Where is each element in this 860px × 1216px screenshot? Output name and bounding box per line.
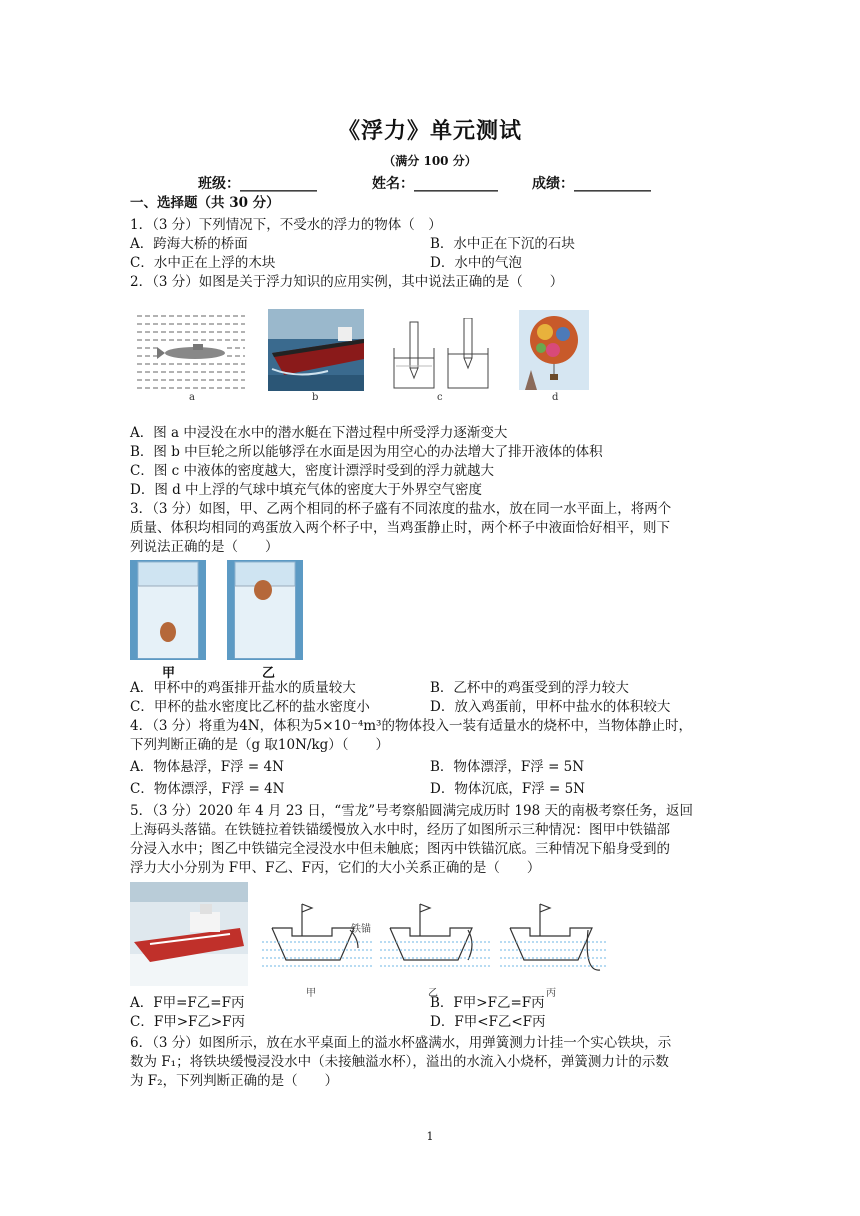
q6-stem-line1: 6．（3 分）如图所示，放在水平桌面上的溢水杯盛满水，用弹簧测力计挂一个实心铁块，示: [130, 1035, 672, 1051]
class-field: 班级：___________: [198, 176, 317, 192]
q2-stem: 2．（3 分）如图是关于浮力知识的应用实例，其中说法正确的是（ ）: [130, 274, 564, 290]
page-title: 《浮力》单元测试: [337, 118, 522, 144]
q3-caption-jia: 甲: [162, 666, 176, 681]
q5-caption-bing: 丙: [546, 988, 556, 999]
page-subtitle: （满分 100 分）: [383, 154, 477, 168]
q2-option-d: D．图 d 中上浮的气球中填充气体的密度大于外界空气密度: [130, 482, 483, 498]
q1-option-d: D．水中的气泡: [430, 255, 522, 271]
q2-option-c: C．图 c 中液体的密度越大，密度计漂浮时受到的浮力就越大: [130, 463, 494, 479]
q5-stem-line2: 上海码头落锚。在铁链拉着铁锚缓慢放入水中时，经历了如图所示三种情况：图甲中铁锚部: [130, 822, 670, 838]
q4-option-c: C．物体漂浮，F浮 = 4N: [130, 781, 285, 797]
q5-stem-line4: 浮力大小分别为 F甲、F乙、F丙，它们的大小关系正确的是（ ）: [130, 860, 541, 876]
anchor-label: 铁锚: [351, 924, 371, 935]
q5-caption-jia: 甲: [306, 988, 316, 999]
q1-option-a: A．跨海大桥的桥面: [130, 236, 248, 252]
q6-stem-line3: 为 F₂，下列判断正确的是（ ）: [130, 1073, 339, 1089]
q2-caption-b: b: [312, 392, 319, 403]
ship-figure: [268, 309, 364, 391]
q3-caption-yi: 乙: [262, 666, 276, 681]
q2-option-a: A．图 a 中浸没在水中的潜水艇在下潜过程中所受浮力逐渐变大: [130, 425, 508, 441]
q3-stem-line3: 列说法正确的是（ ）: [130, 539, 279, 555]
q2-caption-a: a: [189, 392, 195, 403]
cup-yi-figure: [227, 560, 303, 660]
q1-stem: 1．（3 分）下列情况下，不受水的浮力的物体（ ）: [130, 217, 442, 233]
cup-jia-figure: [130, 560, 206, 660]
q2-caption-c: c: [437, 392, 443, 403]
q4-stem-line1: 4．（3 分）将重为4N，体积为5×10⁻⁴m³的物体投入一装有适量水的烧杯中，当物体静止时，: [130, 718, 692, 734]
score-field: 成绩：___________: [532, 176, 651, 192]
q4-option-a: A．物体悬浮，F浮 = 4N: [130, 759, 284, 775]
q4-option-d: D．物体沉底，F浮 = 5N: [430, 781, 585, 797]
q3-stem-line1: 3．（3 分）如图，甲、乙两个相同的杯子盛有不同浓度的盐水，放在同一水平面上，将两个: [130, 501, 672, 517]
q2-caption-d: d: [552, 392, 559, 403]
q5-option-d: D．F甲<F乙<F丙: [430, 1014, 546, 1030]
q4-option-b: B．物体漂浮，F浮 = 5N: [430, 759, 585, 775]
q5-stem-line1: 5．（3 分）2020 年 4 月 23 日，“雪龙”号考察船圆满完成历时 198 天的南极考察任务，返回: [130, 803, 693, 819]
q5-caption-yi: 乙: [428, 988, 438, 999]
q5-option-b: B．F甲>F乙=F丙: [430, 995, 545, 1011]
hydrometer-figure: [390, 318, 494, 390]
page-number: 1: [426, 1130, 434, 1143]
q6-stem-line2: 数为 F₁；将铁块缓慢浸没水中（未接触溢水杯），溢出的水流入小烧杯，弹簧测力计的示数: [130, 1054, 669, 1070]
q3-option-d: D．放入鸡蛋前，甲杯中盐水的体积较大: [430, 699, 671, 715]
icebreaker-photo: [130, 882, 248, 986]
q1-option-b: B．水中正在下沉的石块: [430, 236, 575, 252]
q1-option-c: C．水中正在上浮的木块: [130, 255, 276, 271]
q4-stem-line2: 下列判断正确的是（g 取10N/kg）（ ）: [130, 737, 390, 753]
section-heading: 一、选择题（共 30 分）: [130, 195, 280, 211]
submarine-figure: [137, 312, 245, 390]
q5-option-a: A．F甲=F乙=F丙: [130, 995, 245, 1011]
anchor-diagram: [262, 898, 607, 980]
q5-option-c: C．F甲>F乙>F丙: [130, 1014, 246, 1030]
q3-option-c: C．甲杯的盐水密度比乙杯的盐水密度小: [130, 699, 370, 715]
q3-option-b: B．乙杯中的鸡蛋受到的浮力较大: [430, 680, 629, 696]
balloon-figure: [519, 310, 589, 390]
q3-option-a: A．甲杯中的鸡蛋排开盐水的质量较大: [130, 680, 356, 696]
q5-stem-line3: 分浸入水中；图乙中铁锚完全浸没水中但未触底；图丙中铁锚沉底。三种情况下船身受到的: [130, 841, 670, 857]
name-field: 姓名：____________: [372, 176, 498, 192]
q2-option-b: B．图 b 中巨轮之所以能够浮在水面是因为用空心的办法增大了排开液体的体积: [130, 444, 603, 460]
q3-stem-line2: 质量、体积均相同的鸡蛋放入两个杯子中，当鸡蛋静止时，两个杯子中液面恰好相平，则下: [130, 520, 670, 536]
